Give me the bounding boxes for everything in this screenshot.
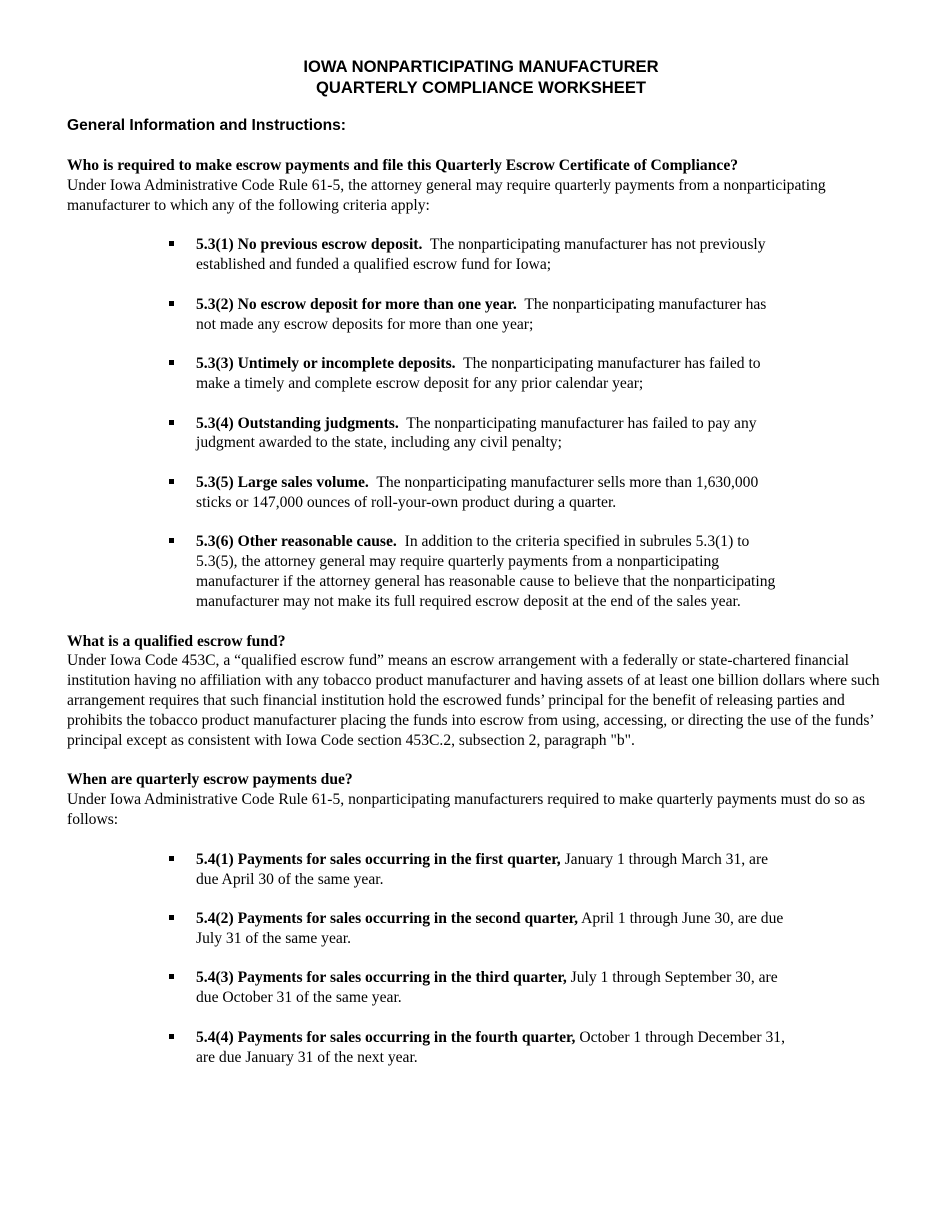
item-text: July 1 through September 30, are due October 31 of the same year. (196, 969, 778, 1007)
item-lead: 5.3(5) Large sales volume. (196, 473, 369, 491)
list-item (67, 909, 786, 949)
qualified-escrow-section (67, 632, 895, 751)
item-text: October 1 through December 31, are due January 31 of the next year. (196, 1028, 785, 1066)
list-item (67, 968, 786, 1008)
criteria-list (67, 235, 895, 611)
item-lead: 5.3(3) Untimely or incomplete deposits. (196, 355, 456, 373)
title-line-1: IOWA NONPARTICIPATING MANUFACTURER (303, 57, 659, 76)
bullet-square-icon (169, 479, 174, 484)
payments-due-section (67, 770, 895, 1067)
item-text: In addition to the criteria specified in subrules 5.3(1) to 5.3(5), the attorney general may require quarterly payments from a nonparticipating manufacturer if the attorney general has reasonable cause to believe that the nonparticipating manufacturer may not make its full required escrow deposit at the end of the sales year. (196, 533, 776, 610)
item-text: The nonparticipating manufacturer has failed to pay any judgment awarded to the state, including any civil penalty; (196, 414, 757, 452)
list-item (67, 850, 786, 890)
list-item (67, 414, 786, 454)
list-item (67, 532, 786, 611)
worksheet-page (67, 56, 895, 1067)
bullet-square-icon (169, 1034, 174, 1039)
item-lead: 5.3(6) Other reasonable cause. (196, 533, 397, 551)
general-info-heading: General Information and Instructions: (67, 117, 346, 134)
bullet-square-icon (169, 301, 174, 306)
item-lead: 5.4(1) Payments for sales occurring in the first quarter, (196, 850, 561, 868)
bullet-square-icon (169, 538, 174, 543)
item-lead: 5.3(1) No previous escrow deposit. (196, 236, 423, 254)
section-intro: Under Iowa Administrative Code Rule 61-5, the attorney general may require quarterly payments from a nonparticipating manufacturer to which any of the following criteria apply: (67, 176, 826, 214)
bullet-square-icon (169, 974, 174, 979)
list-item (67, 354, 786, 394)
list-item (67, 235, 786, 275)
list-item (67, 1028, 786, 1068)
bullet-square-icon (169, 360, 174, 365)
item-text: April 1 through June 30, are due July 31 of the same year. (196, 910, 784, 947)
item-lead: 5.4(3) Payments for sales occurring in the third quarter, (196, 969, 567, 987)
section-question: What is a qualified escrow fund? (67, 632, 286, 650)
item-text: The nonparticipating manufacturer has not previously established and funded a qualified escrow fund for Iowa; (196, 236, 766, 274)
item-text: The nonparticipating manufacturer has not made any escrow deposits for more than one year; (196, 295, 767, 333)
item-lead: 5.4(2) Payments for sales occurring in the second quarter, (196, 910, 579, 928)
item-lead: 5.3(4) Outstanding judgments. (196, 414, 399, 432)
bullet-square-icon (169, 915, 174, 920)
item-text: The nonparticipating manufacturer sells more than 1,630,000 sticks or 147,000 ounces of roll-your-own product during a quarter. (196, 473, 759, 511)
section-intro: Under Iowa Administrative Code Rule 61-5, nonparticipating manufacturers required to make quarterly payments must do so as follows: (67, 791, 866, 828)
section-question: Who is required to make escrow payments and file this Quarterly Escrow Certificate of Compliance? (67, 157, 739, 174)
document-title (67, 56, 895, 98)
title-line-2: QUARTERLY COMPLIANCE WORKSHEET (315, 78, 647, 97)
bullet-square-icon (169, 856, 174, 861)
bullet-square-icon (169, 241, 174, 246)
item-lead: 5.4(4) Payments for sales occurring in the fourth quarter, (196, 1028, 576, 1046)
who-required-section (67, 156, 895, 612)
item-text: January 1 through March 31, are due April 30 of the same year. (196, 850, 769, 888)
item-text: The nonparticipating manufacturer has failed to make a timely and complete escrow deposit for any prior calendar year; (196, 355, 761, 392)
list-item (67, 295, 786, 335)
list-item (67, 473, 786, 513)
bullet-square-icon (169, 420, 174, 425)
section-body: Under Iowa Code 453C, a “qualified escrow fund” means an escrow arrangement with a federally or state-chartered financial institution having no affiliation with any tobacco product manufacturer and having assets of at least one billion dollars where such arrangement requires that such financial institution hold the escrowed funds’ principal for the benefit of releasing parties and prohibits the tobacco product manufacturer placing the funds into escrow from using, accessing, or directing the use of the funds’ principal except as consistent with Iowa Code section 453C.2, subsection 2, paragraph "b". (67, 652, 880, 749)
item-lead: 5.3(2) No escrow deposit for more than one year. (196, 295, 517, 313)
due-dates-list (67, 850, 895, 1068)
section-question: When are quarterly escrow payments due? (67, 771, 353, 789)
